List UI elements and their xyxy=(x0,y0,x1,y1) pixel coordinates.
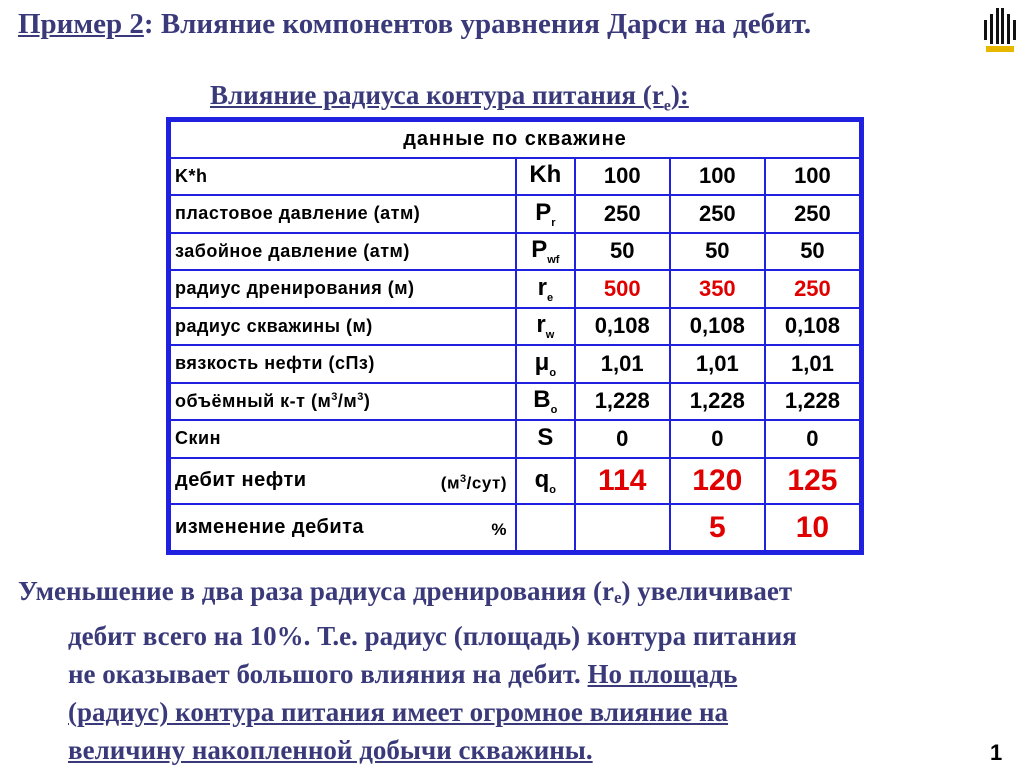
oil-company-logo xyxy=(982,6,1018,54)
table-row: радиус скважины (м) $r_w$ 0,108 0,108 0,108 xyxy=(169,308,862,346)
table-row: вязкость нефти (сПз) $\mu_o$ 1,01 1,01 1,01 xyxy=(169,345,862,383)
table-row: Скин S 0 0 0 xyxy=(169,420,862,458)
table-row: радиус дренирования (м) $r_e$ 500 350 250 xyxy=(169,270,862,308)
subtitle: Влияние радиуса контура питания $(r_e)$: xyxy=(210,80,689,115)
table-row: объёмный к-т $(м^3/м^3)$ $B_o$ 1,228 1,228 1,228 xyxy=(169,383,862,421)
change-row: изменение дебита % 5 10 xyxy=(169,504,862,552)
table-row: K*h Kh 100 100 100 xyxy=(169,158,862,196)
example-label: Пример 2 xyxy=(18,8,144,40)
table-row: забойное давление (атм) $P_{wf}$ 50 50 50 xyxy=(169,233,862,271)
table-row: пластовое давление (атм) $P_r$ 250 250 250 xyxy=(169,195,862,233)
debit-row: дебит нефти $(м^3/сут)$ $q_o$ 114 120 125 xyxy=(169,458,862,505)
well-data-table xyxy=(166,117,864,555)
conclusion-paragraph: Уменьшение в два раза радиуса дренирования (re) увеличивает дебит всего на 10%. Т.е. радиус (площадь) контура питания не оказывает большого влияния на дебит. Но площадь (радиус) контура питания имеет огромное влияние на величину накопленной добычи скважины. xyxy=(18,576,797,765)
table-header-row xyxy=(169,120,862,158)
page-number: 1 xyxy=(990,740,1003,765)
title-text: : Влияние компонентов уравнения Дарси на дебит. xyxy=(143,8,812,40)
table-header: данные по скважине xyxy=(169,120,862,158)
slide-title xyxy=(18,8,811,41)
